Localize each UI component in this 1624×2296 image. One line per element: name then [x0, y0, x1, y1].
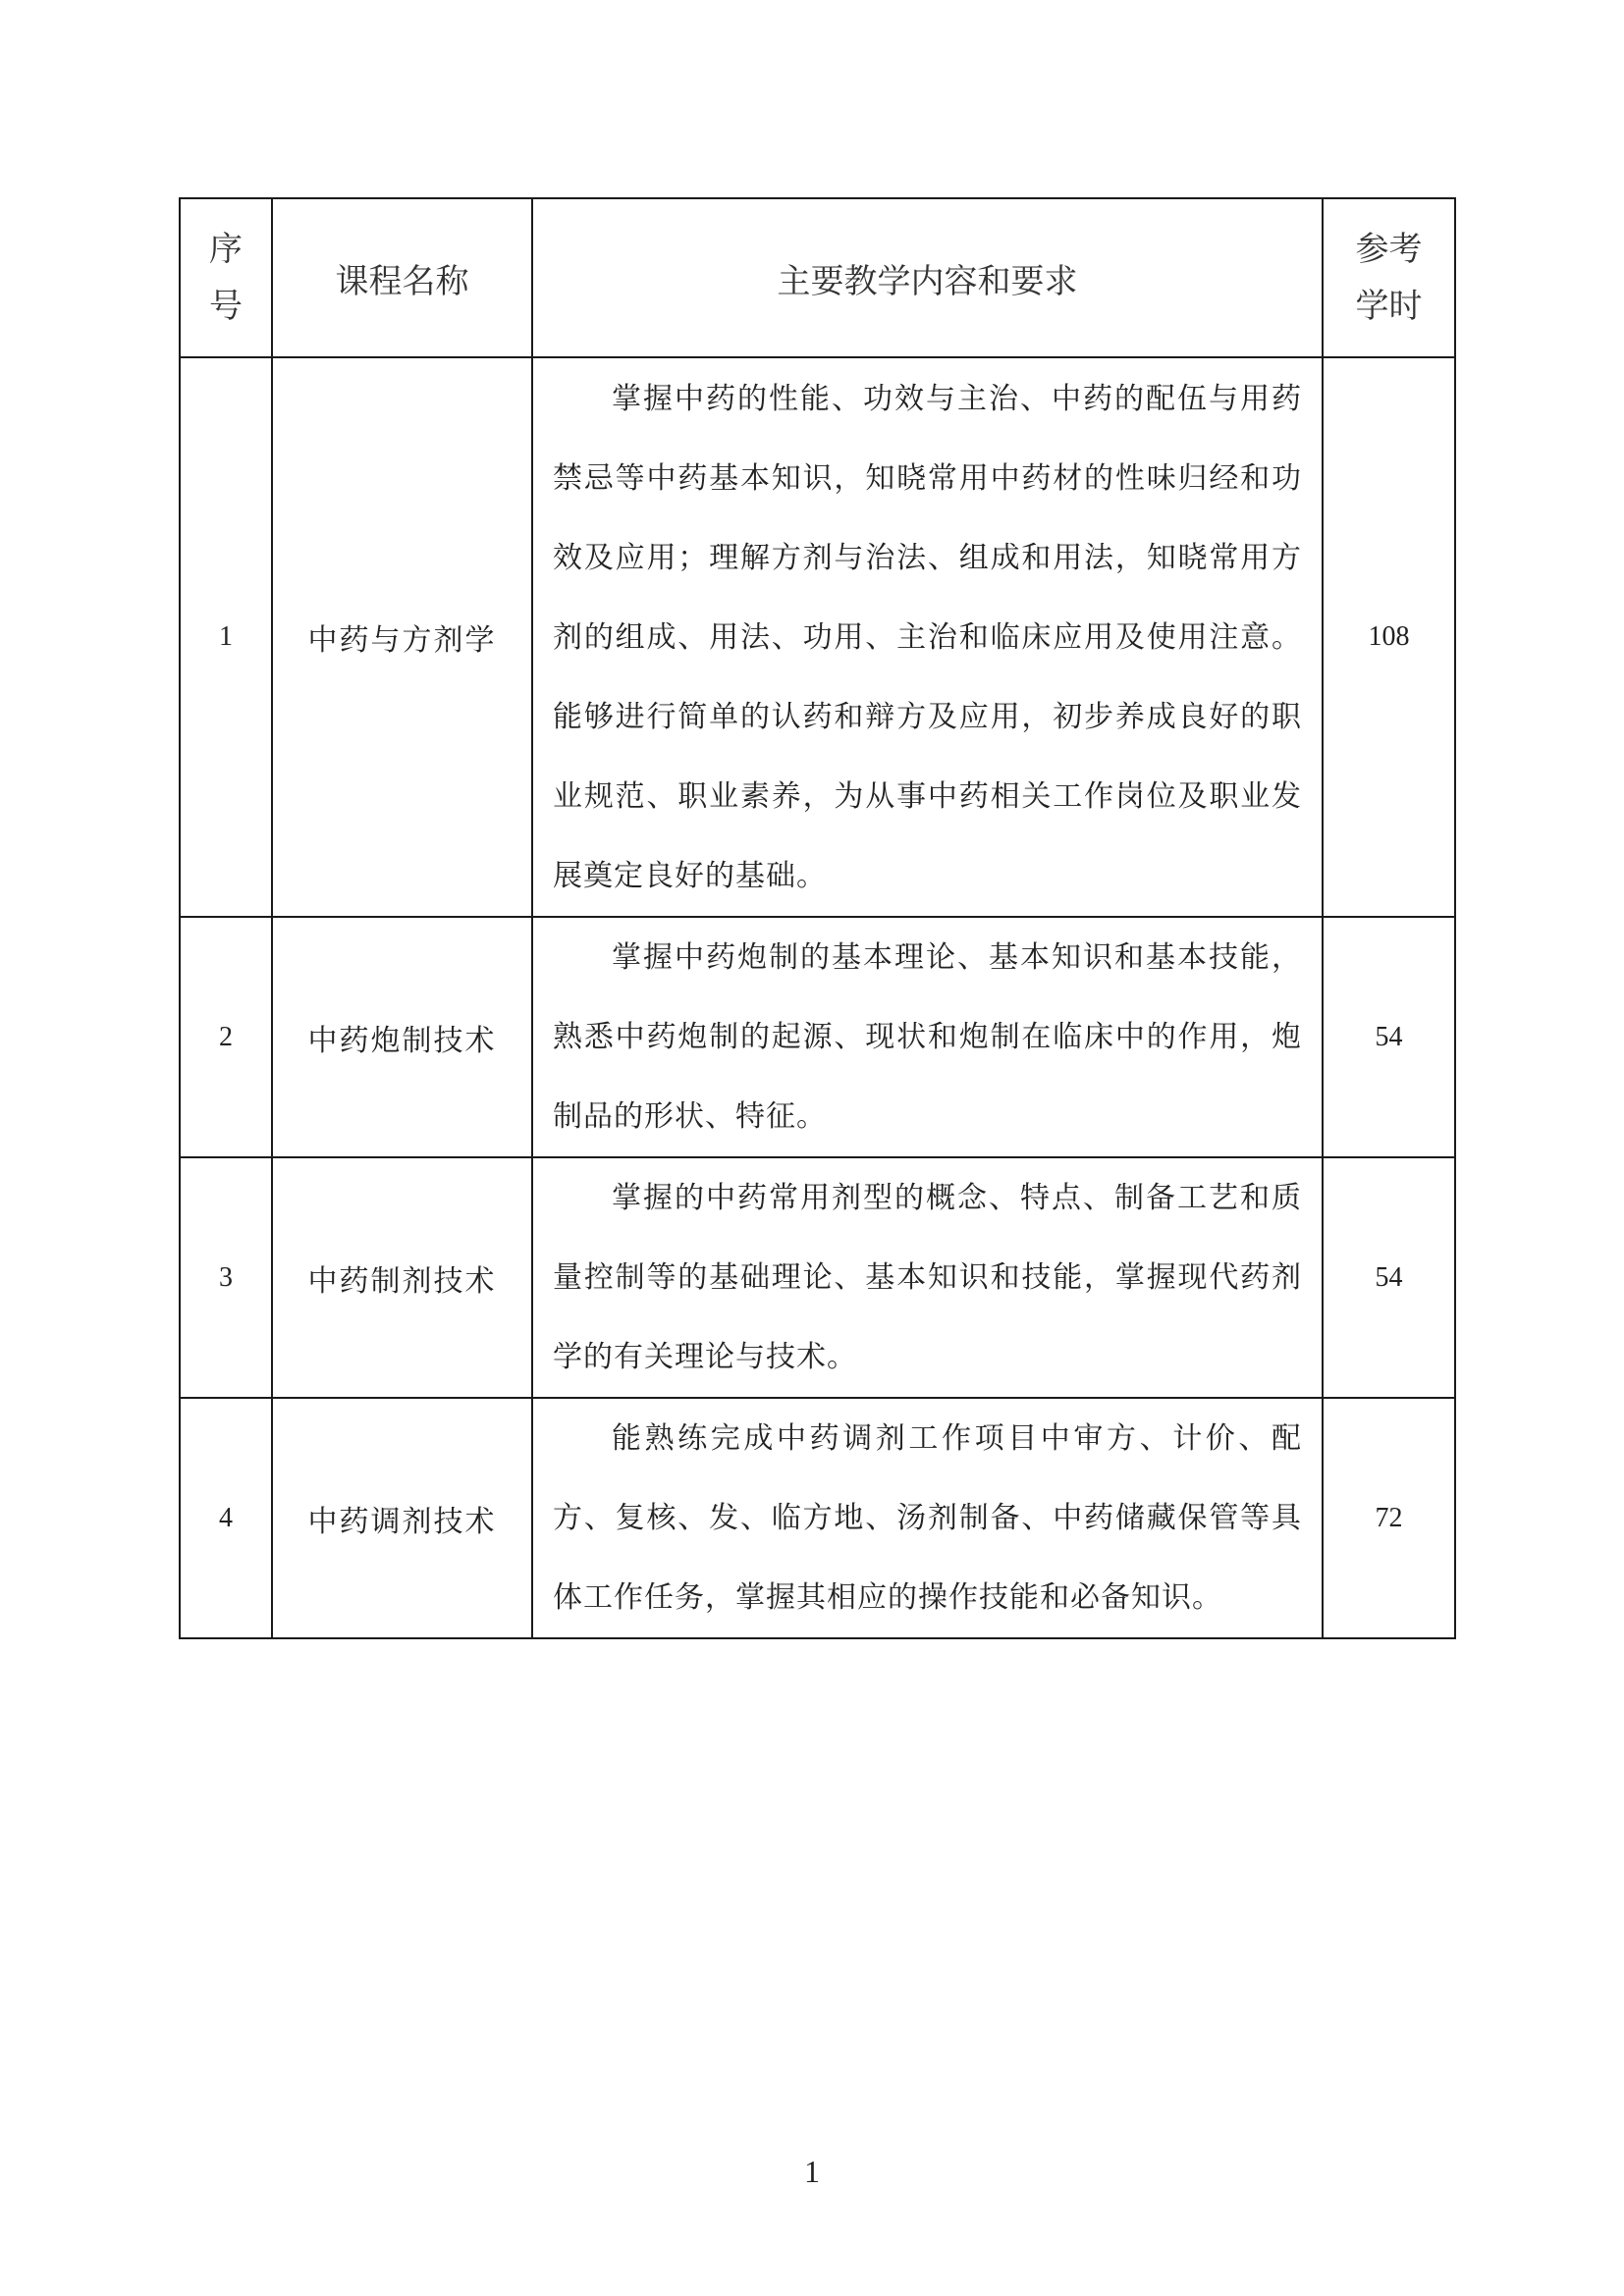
course-content-cell: [532, 1398, 1323, 1638]
course-content: 能熟练完成中药调剂工作项目中审方、计价、配方、复核、发、临方地、汤剂制备、中药储藏保管等具体工作任务，掌握其相应的操作技能和必备知识。: [553, 1421, 1302, 1615]
course-content: 掌握的中药常用剂型的概念、特点、制备工艺和质量控制等的基础理论、基本知识和技能，掌握现代药剂学的有关理论与技术。: [553, 1181, 1302, 1374]
header-hours-line2: 学时: [1355, 287, 1423, 326]
table-row: [180, 1157, 1455, 1398]
header-course-name: 课程名称: [272, 198, 532, 357]
row-number: 3: [180, 1157, 272, 1398]
table-header-row: [180, 198, 1455, 357]
course-hours: 72: [1323, 1398, 1455, 1638]
table-row: [180, 917, 1455, 1157]
course-content: 掌握中药炮制的基本理论、基本知识和基本技能，熟悉中药炮制的起源、现状和炮制在临床中的作用，炮制品的形状、特征。: [553, 940, 1302, 1134]
header-content: 主要教学内容和要求: [532, 198, 1323, 357]
header-no-line1: 序: [209, 230, 243, 269]
course-content: 掌握中药的性能、功效与主治、中药的配伍与用药禁忌等中药基本知识，知晓常用中药材的性味归经和功效及应用；理解方剂与治法、组成和用法，知晓常用方剂的组成、用法、功用、主治和临床应用及使用注意。能够进行简单的认药和辩方及应用，初步养成良好的职业规范、职业素养，为从事中药相关工作岗位及职业发展奠定良好的基础。: [553, 381, 1302, 893]
table-row: [180, 357, 1455, 917]
row-number: 4: [180, 1398, 272, 1638]
course-name: 中药制剂技术: [272, 1157, 532, 1398]
course-name: 中药炮制技术: [272, 917, 532, 1157]
row-number: 2: [180, 917, 272, 1157]
row-number: 1: [180, 357, 272, 917]
course-hours: 54: [1323, 1157, 1455, 1398]
course-name: 中药与方剂学: [272, 357, 532, 917]
course-content-cell: [532, 917, 1323, 1157]
page-number: 1: [804, 2154, 820, 2189]
course-name: 中药调剂技术: [272, 1398, 532, 1638]
header-no-line2: 号: [209, 287, 243, 326]
header-hours: [1323, 198, 1455, 357]
course-content-cell: [532, 357, 1323, 917]
header-hours-line1: 参考: [1355, 230, 1423, 269]
header-no: [180, 198, 272, 357]
course-table: [179, 197, 1456, 1639]
table-row: [180, 1398, 1455, 1638]
course-hours: 54: [1323, 917, 1455, 1157]
course-content-cell: [532, 1157, 1323, 1398]
course-hours: 108: [1323, 357, 1455, 917]
